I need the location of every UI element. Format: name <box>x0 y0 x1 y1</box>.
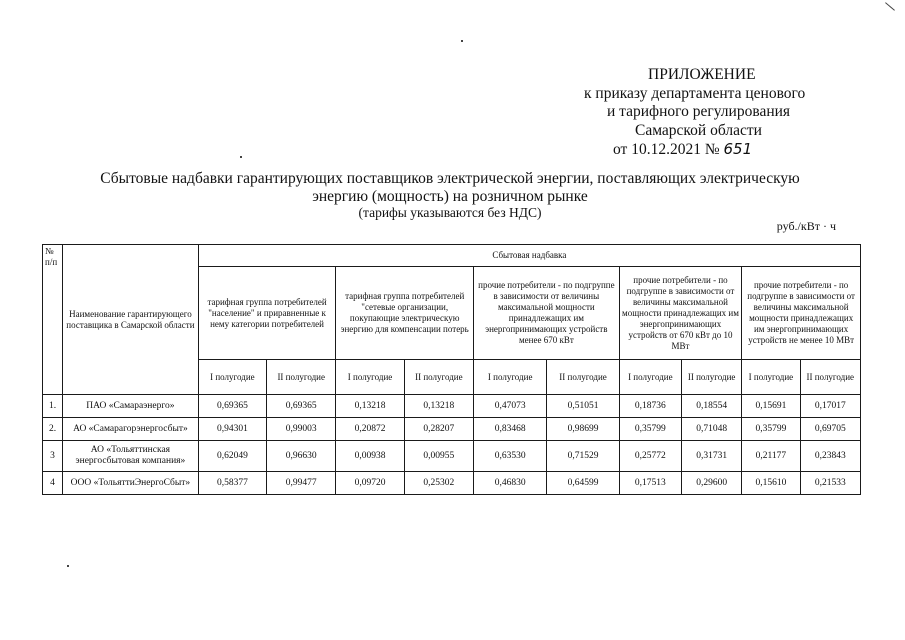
annex-title: ПРИЛОЖЕНИЕ <box>648 66 756 83</box>
half-header: II полугодие <box>547 360 619 395</box>
row-number: 2. <box>43 418 63 441</box>
scan-mark <box>67 565 69 567</box>
value-cell: 0,47073 <box>474 395 547 418</box>
unit-label: руб./кВт · ч <box>776 219 836 233</box>
group-header-population: тарифная группа потребителей "население" и приравненные к нему категории потребителей <box>198 267 336 360</box>
value-cell: 0,18554 <box>681 395 741 418</box>
value-cell: 0,21533 <box>800 472 860 495</box>
value-cell: 0,83468 <box>474 418 547 441</box>
half-header: II полугодие <box>267 360 336 395</box>
value-cell: 0,15691 <box>742 395 800 418</box>
scan-mark <box>885 2 895 10</box>
value-cell: 0,63530 <box>474 441 547 472</box>
value-cell: 0,51051 <box>547 395 619 418</box>
scan-mark <box>240 156 242 158</box>
annex-line-4 <box>560 140 860 160</box>
value-cell: 0,13218 <box>404 395 473 418</box>
value-cell: 0,58377 <box>198 472 266 495</box>
half-header: I полугодие <box>742 360 800 395</box>
value-cell: 0,00955 <box>404 441 473 472</box>
order-number-handwritten: 651 <box>723 140 753 158</box>
scan-mark <box>461 40 463 42</box>
value-cell: 0,20872 <box>336 418 404 441</box>
table-row <box>43 441 861 472</box>
value-cell: 0,09720 <box>336 472 404 495</box>
row-number: 1. <box>43 395 63 418</box>
half-header: II полугодие <box>681 360 741 395</box>
supplier-name: ООО «ТольяттиЭнергоСбыт» <box>63 472 199 495</box>
value-cell: 0,46830 <box>474 472 547 495</box>
supplier-name: АО «Тольяттинская энергосбытовая компания» <box>63 441 199 472</box>
half-header: I полугодие <box>198 360 266 395</box>
group-header-grid-orgs: тарифная группа потребителей "сетевые организации, покупающие электрическую энергию для компенсации потерь <box>336 267 474 360</box>
document-note: (тарифы указываются без НДС) <box>358 205 542 220</box>
value-cell: 0,94301 <box>198 418 266 441</box>
row-number: 3 <box>43 441 63 472</box>
half-header: I полугодие <box>474 360 547 395</box>
value-cell: 0,17017 <box>800 395 860 418</box>
markup-header: Сбытовая надбавка <box>198 245 860 267</box>
table-row <box>43 418 861 441</box>
row-number: 4 <box>43 472 63 495</box>
value-cell: 0,35799 <box>619 418 681 441</box>
value-cell: 0,99477 <box>267 472 336 495</box>
annex-line-2: и тарифного регулирования <box>607 103 791 120</box>
value-cell: 0,13218 <box>336 395 404 418</box>
value-cell: 0,31731 <box>681 441 741 472</box>
document-title: Сбытовые надбавки гарантирующих поставщиков электрической энергии, поставляющих электрическую энергию (мощность) на розничном рынке <box>100 170 800 205</box>
value-cell: 0,29600 <box>681 472 741 495</box>
value-cell: 0,99003 <box>267 418 336 441</box>
value-cell: 0,25302 <box>404 472 473 495</box>
group-header-over-10mw: прочие потребители - по подгруппе в зависимости от величины максимальной мощности принадлежащих им энергопринимающих устройств не менее 10 МВт <box>742 267 861 360</box>
name-header: Наименование гарантирующего поставщика в Самарской области <box>63 245 199 395</box>
half-header: I полугодие <box>336 360 404 395</box>
value-cell: 0,15610 <box>742 472 800 495</box>
value-cell: 0,18736 <box>619 395 681 418</box>
value-cell: 0,71529 <box>547 441 619 472</box>
supplier-name: АО «Самарагорэнергосбыт» <box>63 418 199 441</box>
group-header-under-670kw: прочие потребители - по подгруппе в зависимости от величины максимальной мощности принадлежащих им энергопринимающих устройств менее 670 кВт <box>474 267 620 360</box>
value-cell: 0,28207 <box>404 418 473 441</box>
annex-block <box>560 66 860 160</box>
tariff-table <box>42 244 861 495</box>
half-header: II полугодие <box>404 360 473 395</box>
half-header: I полугодие <box>619 360 681 395</box>
value-cell: 0,17513 <box>619 472 681 495</box>
value-cell: 0,62049 <box>198 441 266 472</box>
value-cell: 0,64599 <box>547 472 619 495</box>
group-header-670kw-10mw: прочие потребители - по подгруппе в зависимости от величины максимальной мощности принадлежащих им энергопринимающих устройств от 670 кВт до 10 МВт <box>619 267 742 360</box>
half-header: II полугодие <box>800 360 860 395</box>
value-cell: 0,25772 <box>619 441 681 472</box>
value-cell: 0,71048 <box>681 418 741 441</box>
value-cell: 0,23843 <box>800 441 860 472</box>
value-cell: 0,69705 <box>800 418 860 441</box>
value-cell: 0,96630 <box>267 441 336 472</box>
order-date-label: от 10.12.2021 № <box>613 141 720 158</box>
table-row <box>43 472 861 495</box>
annex-line-1: к приказу департамента ценового <box>584 84 806 102</box>
value-cell: 0,21177 <box>742 441 800 472</box>
value-cell: 0,98699 <box>547 418 619 441</box>
annex-line-3: Самарской области <box>635 121 762 139</box>
value-cell: 0,35799 <box>742 418 800 441</box>
value-cell: 0,69365 <box>198 395 266 418</box>
table-row <box>43 395 861 418</box>
num-header: № п/п <box>43 245 63 395</box>
supplier-name: ПАО «Самараэнерго» <box>63 395 199 418</box>
value-cell: 0,00938 <box>336 441 404 472</box>
value-cell: 0,69365 <box>267 395 336 418</box>
